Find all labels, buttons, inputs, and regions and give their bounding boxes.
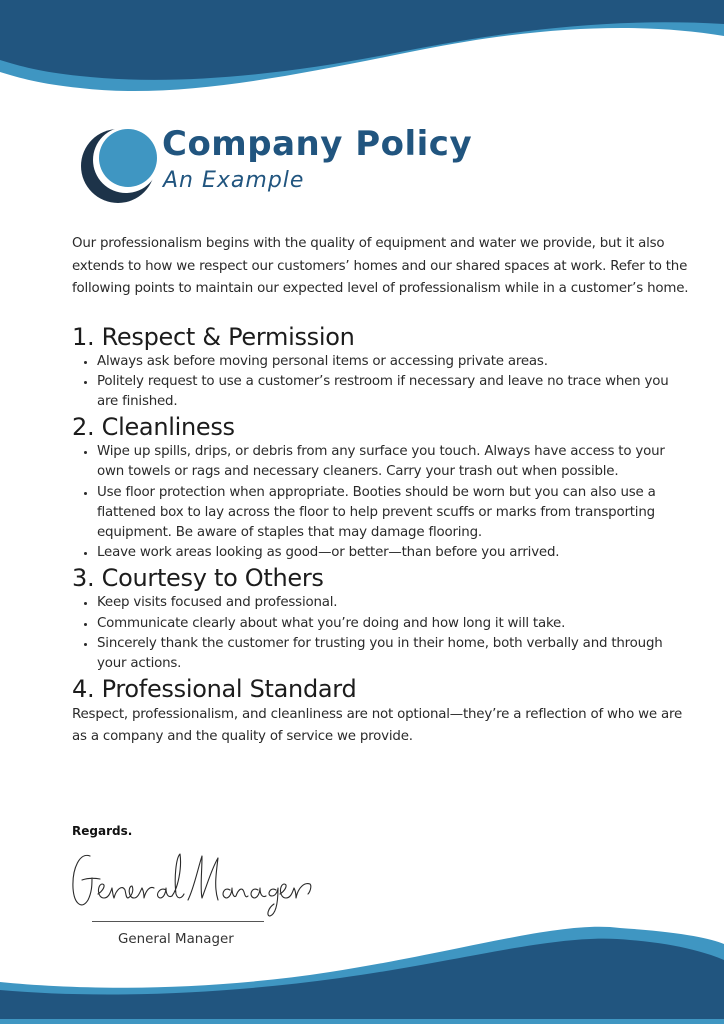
- document-subtitle: An Example: [163, 168, 305, 193]
- section-courtesy: [72, 563, 692, 674]
- list-item: • Always ask before moving personal items or accessing private areas.: [97, 352, 692, 372]
- section-respect-permission: [72, 322, 692, 413]
- list-item: • Sincerely thank the customer for trusting you in their home, both verbally and through your actions.: [97, 634, 692, 674]
- list-item: • Communicate clearly about what you’re doing and how long it will take.: [97, 614, 692, 634]
- footer-wave-primary: [0, 939, 724, 1019]
- section-cleanliness: [72, 412, 692, 563]
- section-paragraph: Respect, professionalism, and cleanliness are not optional—they’re a reflection of who we are as a company and the quality of service we provide.: [72, 707, 683, 745]
- list-item: • Keep visits focused and professional.: [97, 593, 692, 613]
- section-heading: 1. Respect & Permission: [72, 322, 355, 351]
- bullet-list: [72, 442, 692, 563]
- header-wave-decoration: [0, 0, 724, 100]
- list-item: • Politely request to use a customer’s restroom if necessary and leave no trace when you are finished.: [97, 372, 692, 412]
- list-item: • Leave work areas looking as good—or better—than before you arrived.: [97, 543, 692, 563]
- regards-text: Regards.: [72, 824, 133, 838]
- handwritten-signature: [70, 848, 320, 918]
- crescent-circle-logo-icon: [78, 124, 160, 204]
- bullet-list: [72, 352, 692, 413]
- section-heading: 3. Courtesy to Others: [72, 564, 324, 593]
- section-heading: 2. Cleanliness: [72, 413, 235, 442]
- list-item: • Wipe up spills, drips, or debris from any surface you touch. Always have access to your own towels or rags and necessary cleaners. Carry your trash out when possible.: [97, 442, 692, 482]
- section-heading: 4. Professional Standard: [72, 675, 357, 704]
- list-item: • Use floor protection when appropriate. Booties should be worn but you can also use a flattened box to lay across the floor to help prevent scuffs or marks from transporting equipment. Be aware of staples that may damage flooring.: [97, 483, 692, 544]
- policy-content: [72, 233, 692, 748]
- document-title: Company Policy: [162, 124, 473, 164]
- signer-title: General Manager: [118, 932, 234, 947]
- section-professional-standard: [72, 674, 692, 748]
- bullet-list: [72, 593, 692, 674]
- footer-wave-decoration: [0, 910, 724, 1024]
- intro-paragraph: Our professionalism begins with the quality of equipment and water we provide, but it also extends to how we respect our customers’ homes and our shared spaces at work. Refer to the following points to maintain our expected level of professionalism while in a customer’s home.: [72, 236, 689, 296]
- header-wave-primary: [0, 0, 724, 80]
